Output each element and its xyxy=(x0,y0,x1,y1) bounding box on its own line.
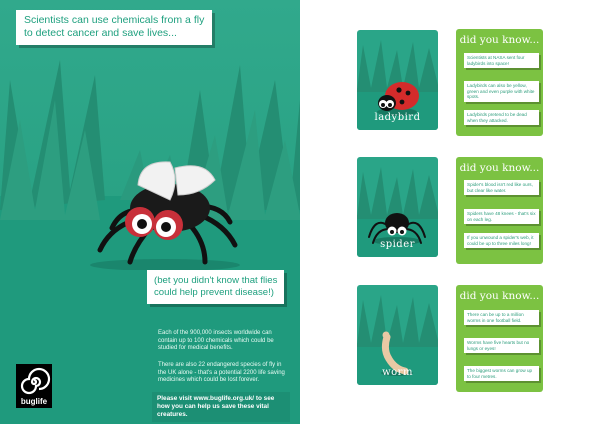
fact-item: There can be up to a million worms in one football field. xyxy=(464,310,539,325)
ladybird-card xyxy=(357,30,438,130)
fact-item: The biggest worms can grow up to four metres. xyxy=(464,366,539,381)
fact-callout xyxy=(147,270,284,304)
logo-wordmark: buglife xyxy=(20,397,48,406)
spider-facts-panel xyxy=(456,157,543,264)
buglife-logo[interactable] xyxy=(16,364,52,408)
fact-item: Spider's blood isn't red like ours, but clear like water. xyxy=(464,180,539,195)
worm-label: worm xyxy=(382,367,413,378)
spiral-icon xyxy=(16,365,52,399)
callout-line-2: could help prevent disease!) xyxy=(154,287,274,298)
dyk-title: did you know... xyxy=(459,290,540,302)
spider-card xyxy=(357,157,438,257)
insects-paragraph: Each of the 900,000 insects worldwide can contain up to 100 chemicals which could be studied for medical benefits. xyxy=(158,330,274,352)
headline-line-1: Scientists can use chemicals from a fly xyxy=(24,14,205,26)
ladybird-facts-panel xyxy=(456,29,543,136)
fact-item: Worms have five hearts but no lungs or eyes! xyxy=(464,338,539,353)
website-call-to-action[interactable]: Please visit www.buglife.org.uk/ to see how you can help us save these vital creatures. xyxy=(152,392,290,422)
dyk-title: did you know... xyxy=(459,162,540,174)
headline-callout xyxy=(16,10,212,45)
fact-item: Scientists at NASA sent four ladybirds into space! xyxy=(464,53,539,68)
fly-illustration xyxy=(80,150,250,270)
callout-line-1: (bet you didn't know that flies xyxy=(154,275,278,286)
fact-item: Spiders have 48 knees - that's six on each leg. xyxy=(464,209,539,224)
ladybird-label: ladybird xyxy=(374,112,421,123)
headline-line-2: to detect cancer and save lives... xyxy=(24,27,177,39)
fact-item: Ladybirds pretend to be dead when they attacked. xyxy=(464,110,539,125)
fact-item: Ladybirds can also be yellow, green and even purple with white spots. xyxy=(464,81,539,102)
fact-item: If you unwound a spider's web, it could be up to three miles long! xyxy=(464,233,539,248)
endangered-paragraph: There are also 22 endangered species of fly in the UK alone - that's a potential 2200 life saving medicines which could be lost forever. xyxy=(158,362,285,384)
spider-label: spider xyxy=(380,239,415,250)
worm-card xyxy=(357,285,438,385)
worm-facts-panel xyxy=(456,285,543,392)
dyk-title: did you know... xyxy=(459,34,540,46)
